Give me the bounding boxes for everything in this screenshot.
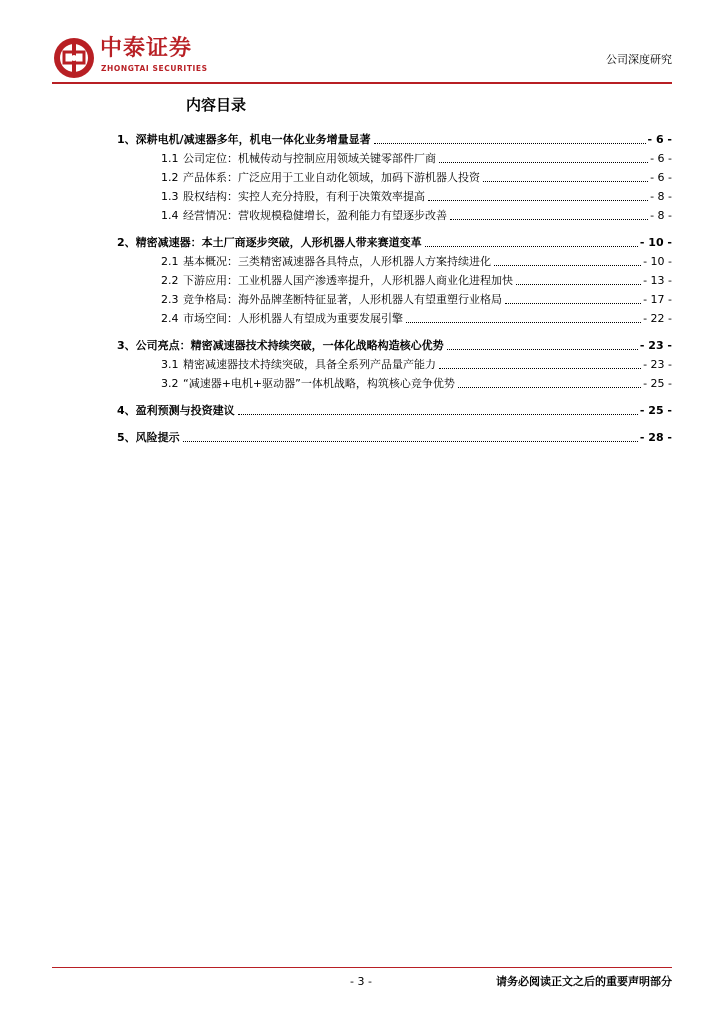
leader-dots <box>458 387 641 388</box>
table-of-contents <box>117 130 672 447</box>
toc-entry-title: 下游应用：工业机器人国产渗透率提升，人形机器人商业化进程加快 <box>183 274 513 287</box>
toc-entry-5[interactable] <box>117 428 672 447</box>
toc-entry-3[interactable] <box>117 336 672 355</box>
leader-dots <box>374 143 646 144</box>
toc-entry-number: 3.1 <box>161 358 179 371</box>
toc-entry-1-3[interactable] <box>117 187 672 206</box>
toc-entry-title: 经营情况：营收规模稳健增长，盈利能力有望逐步改善 <box>183 209 447 222</box>
toc-entry-1[interactable] <box>117 130 672 149</box>
toc-entry-1-4[interactable] <box>117 206 672 225</box>
toc-entry-page: - 28 - <box>639 431 672 444</box>
toc-entry-number: 2.2 <box>161 274 179 287</box>
toc-entry-number: 2.3 <box>161 293 179 306</box>
toc-entry-page: - 22 - <box>643 312 672 325</box>
toc-entry-page: - 6 - <box>647 133 672 146</box>
leader-dots <box>439 368 641 369</box>
leader-dots <box>483 181 648 182</box>
leader-dots <box>516 284 641 285</box>
toc-entry-number: 1.3 <box>161 190 179 203</box>
toc-entry-1-2[interactable] <box>117 168 672 187</box>
toc-entry-page: - 10 - <box>643 255 672 268</box>
leader-dots <box>183 441 638 442</box>
header-divider <box>52 82 672 84</box>
toc-entry-number: 1、 <box>117 133 136 146</box>
footer-disclaimer: 请务必阅读正文之后的重要声明部分 <box>496 975 672 988</box>
toc-entry-page: - 17 - <box>643 293 672 306</box>
toc-entry-number: 1.4 <box>161 209 179 222</box>
toc-entry-title: 产品体系：广泛应用于工业自动化领域，加码下游机器人投资 <box>183 171 480 184</box>
toc-entry-page: - 13 - <box>643 274 672 287</box>
toc-entry-title: 盈利预测与投资建议 <box>135 404 235 417</box>
leader-dots <box>505 303 641 304</box>
toc-title: 内容目录 <box>186 96 247 114</box>
toc-entry-4[interactable] <box>117 401 672 420</box>
toc-entry-number: 3、 <box>117 339 136 352</box>
toc-entry-title: 深耕电机/减速器多年，机电一体化业务增量显著 <box>135 133 371 146</box>
leader-dots <box>447 349 638 350</box>
toc-entry-page: - 6 - <box>650 152 672 165</box>
toc-entry-3-2[interactable] <box>117 374 672 393</box>
toc-entry-title: 公司亮点：精密减速器技术持续突破，一体化战略构造核心优势 <box>135 339 444 352</box>
toc-entry-title: “减速器+电机+驱动器”一体机战略，构筑核心竞争优势 <box>183 377 455 390</box>
toc-entry-number: 3.2 <box>161 377 179 390</box>
toc-entry-3-1[interactable] <box>117 355 672 374</box>
toc-entry-page: - 10 - <box>639 236 672 249</box>
leader-dots <box>425 246 638 247</box>
toc-entry-2-1[interactable] <box>117 252 672 271</box>
toc-entry-1-1[interactable] <box>117 149 672 168</box>
toc-entry-title: 风险提示 <box>135 431 180 444</box>
toc-entry-title: 竞争格局：海外品牌垄断特征显著，人形机器人有望重塑行业格局 <box>183 293 502 306</box>
toc-entry-number: 4、 <box>117 404 136 417</box>
page-header <box>0 0 724 90</box>
toc-entry-title: 精密减速器技术持续突破，具备全系列产品量产能力 <box>183 358 436 371</box>
toc-entry-2-3[interactable] <box>117 290 672 309</box>
toc-entry-number: 1.1 <box>161 152 179 165</box>
toc-entry-page: - 6 - <box>650 171 672 184</box>
toc-entry-page: - 8 - <box>650 190 672 203</box>
toc-entry-2-4[interactable] <box>117 309 672 328</box>
toc-entry-page: - 25 - <box>639 404 672 417</box>
toc-entry-number: 2、 <box>117 236 136 249</box>
toc-entry-page: - 8 - <box>650 209 672 222</box>
brand-name-en: ZHONGTAI SECURITIES <box>101 64 208 73</box>
leader-dots <box>494 265 641 266</box>
report-type: 公司深度研究 <box>606 53 672 66</box>
footer-divider <box>52 967 672 968</box>
toc-entry-number: 1.2 <box>161 171 179 184</box>
leader-dots <box>450 219 648 220</box>
toc-entry-number: 2.1 <box>161 255 179 268</box>
toc-entry-page: - 23 - <box>639 339 672 352</box>
toc-entry-page: - 25 - <box>643 377 672 390</box>
toc-entry-title: 市场空间：人形机器人有望成为重要发展引擎 <box>183 312 403 325</box>
toc-entry-title: 公司定位：机械传动与控制应用领域关键零部件厂商 <box>183 152 436 165</box>
toc-entry-number: 2.4 <box>161 312 179 325</box>
leader-dots <box>439 162 648 163</box>
toc-entry-title: 精密减速器：本土厂商逐步突破，人形机器人带来赛道变革 <box>135 236 422 249</box>
leader-dots <box>428 200 648 201</box>
toc-entry-title: 基本概况：三类精密减速器各具特点，人形机器人方案持续进化 <box>183 255 491 268</box>
toc-entry-2[interactable] <box>117 233 672 252</box>
page-number: - 3 - <box>350 975 372 988</box>
zhongtai-logo-icon <box>52 36 96 80</box>
leader-dots <box>406 322 641 323</box>
toc-entry-2-2[interactable] <box>117 271 672 290</box>
toc-entry-number: 5、 <box>117 431 136 444</box>
toc-entry-title: 股权结构：实控人充分持股，有利于决策效率提高 <box>183 190 425 203</box>
brand-name-cn: 中泰证券 <box>100 36 193 61</box>
leader-dots <box>238 414 638 415</box>
toc-entry-page: - 23 - <box>643 358 672 371</box>
